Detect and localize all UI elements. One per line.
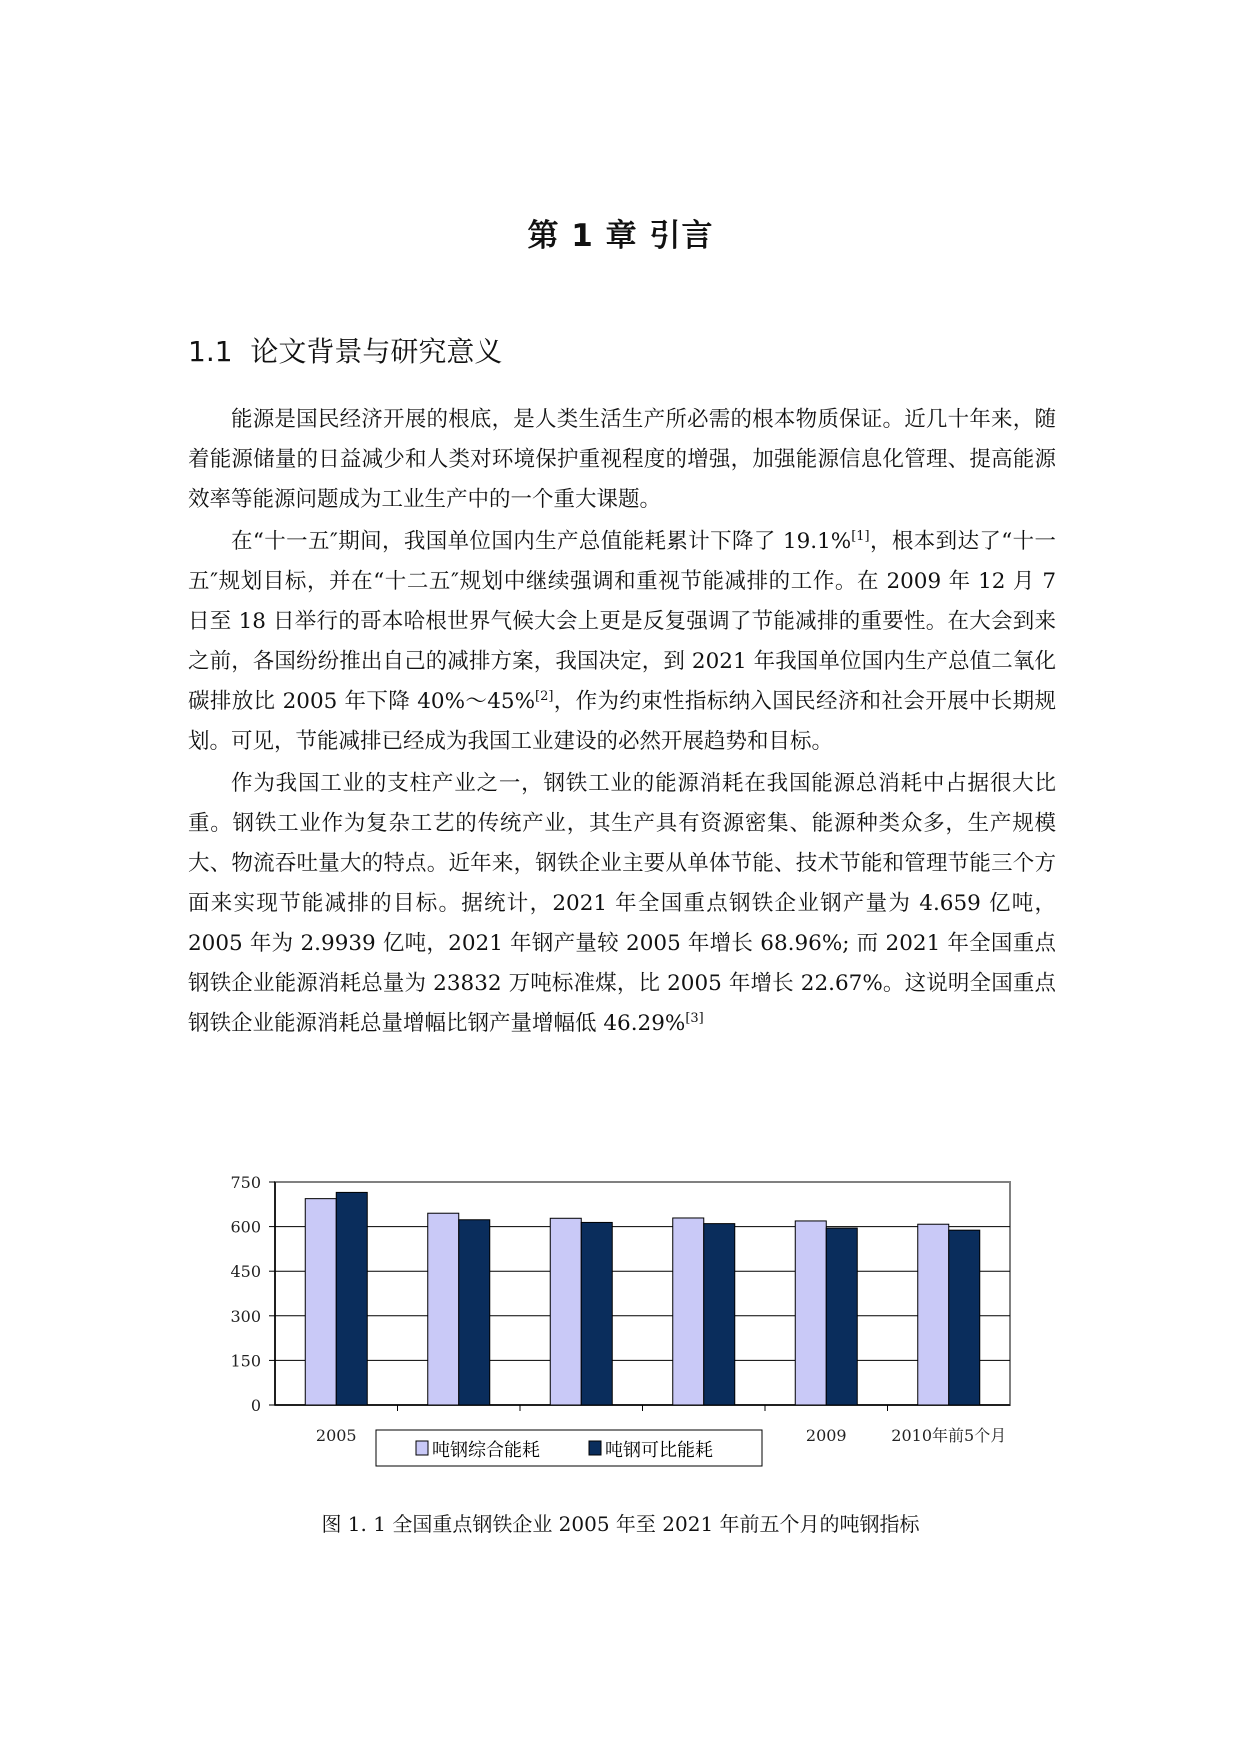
y-tick-label: 150 (230, 1351, 261, 1371)
y-tick-label: 600 (230, 1217, 261, 1237)
bar (459, 1220, 490, 1405)
citation-3: [3] (685, 1010, 704, 1026)
bar-chart (200, 1160, 1040, 1500)
bar (673, 1218, 704, 1405)
figure-1-1 (200, 1160, 1040, 1504)
paragraph-3-part-1: 作为我国工业的支柱产业之一，钢铁工业的能源消耗在我国能源总消耗中占据很大比重。钢铁工业作为复杂工艺的传统产业，其生产具有资源密集、能源种类众多，生产规模大、物流吞吐量大的特点。近年来，钢铁企业主要从单体节能、技术节能和管理节能三个方面来实现节能减排的目标。据统计，2021 年全国重点钢铁企业钢产量为 4.659 亿吨，2005 年为 2.9939 亿吨，2021 年钢产量较 2005 年增长 68.96%; 而 2021 年全国重点钢铁企业能源消耗总量为 23832 万吨标准煤，比 2005 年增长 22.67%。这说明全国重点钢铁企业能源消耗总量增幅比钢产量增幅低 46.29% (188, 771, 1056, 1036)
bar (428, 1213, 459, 1405)
legend-swatch (589, 1441, 601, 1455)
bar (336, 1192, 367, 1405)
paragraph-2 (188, 522, 1056, 762)
x-tick-label: 2005 (315, 1426, 357, 1445)
bar (949, 1230, 980, 1405)
section-number: 1.1 (188, 335, 233, 368)
paragraph-2-part-1: 在“十一五″期间，我国单位国内生产总值能耗累计下降了 19.1% (231, 529, 852, 554)
plot-area (275, 1182, 1010, 1405)
paragraph-2-part-2: ，根本到达了“十一五″规划目标，并在“十二五″规划中继续强调和重视节能减排的工作。在 2009 年 12 月 7 日至 18 日举行的哥本哈根世界气候大会上更是反复强调了节能减排的重要性。在大会到来之前，各国纷纷推出自己的减排方案，我国决定，到 2021 年我国单位国内生产总值二氧化碳排放比 2005 年下降 40%～45% (188, 529, 1056, 714)
y-tick-label: 0 (250, 1396, 261, 1415)
bar (704, 1224, 735, 1405)
bar (550, 1218, 581, 1405)
x-tick-label: 2009 (805, 1426, 847, 1445)
figure-caption: 图 1. 1 全国重点钢铁企业 2005 年至 2021 年前五个月的吨钢指标 (321, 1512, 920, 1536)
bar (826, 1228, 857, 1405)
citation-1: [1] (851, 528, 870, 544)
bar (581, 1222, 612, 1405)
y-tick-label: 300 (230, 1306, 261, 1326)
paragraph-2-part-3: ，作为约束性指标纳入国民经济和社会开展中长期规划。可见，节能减排已经成为我国工业建设的必然开展趋势和目标。 (188, 689, 1056, 754)
paragraph-1: 能源是国民经济开展的根底，是人类生活生产所必需的根本物质保证。近几十年来，随着能源储量的日益减少和人类对环境保护重视程度的增强，加强能源信息化管理、提高能源效率等能源问题成为工业生产中的一个重大课题。 (188, 407, 1056, 512)
legend-label: 吨钢综合能耗 (432, 1440, 540, 1461)
bar (918, 1224, 949, 1405)
body-text (188, 400, 1056, 1046)
section-title: 论文背景与研究意义 (250, 335, 503, 368)
paragraph-3 (188, 764, 1056, 1044)
bar (795, 1221, 826, 1405)
chapter-title: 第 1 章 引言 (527, 218, 714, 254)
bar (305, 1199, 336, 1405)
y-tick-label: 750 (230, 1173, 261, 1192)
section-heading (188, 330, 502, 370)
citation-2: [2] (535, 688, 554, 704)
x-tick-label: 2010年前5个月 (891, 1426, 1007, 1445)
legend-swatch (416, 1441, 428, 1455)
y-tick-label: 450 (230, 1262, 261, 1282)
legend-label: 吨钢可比能耗 (605, 1440, 713, 1461)
